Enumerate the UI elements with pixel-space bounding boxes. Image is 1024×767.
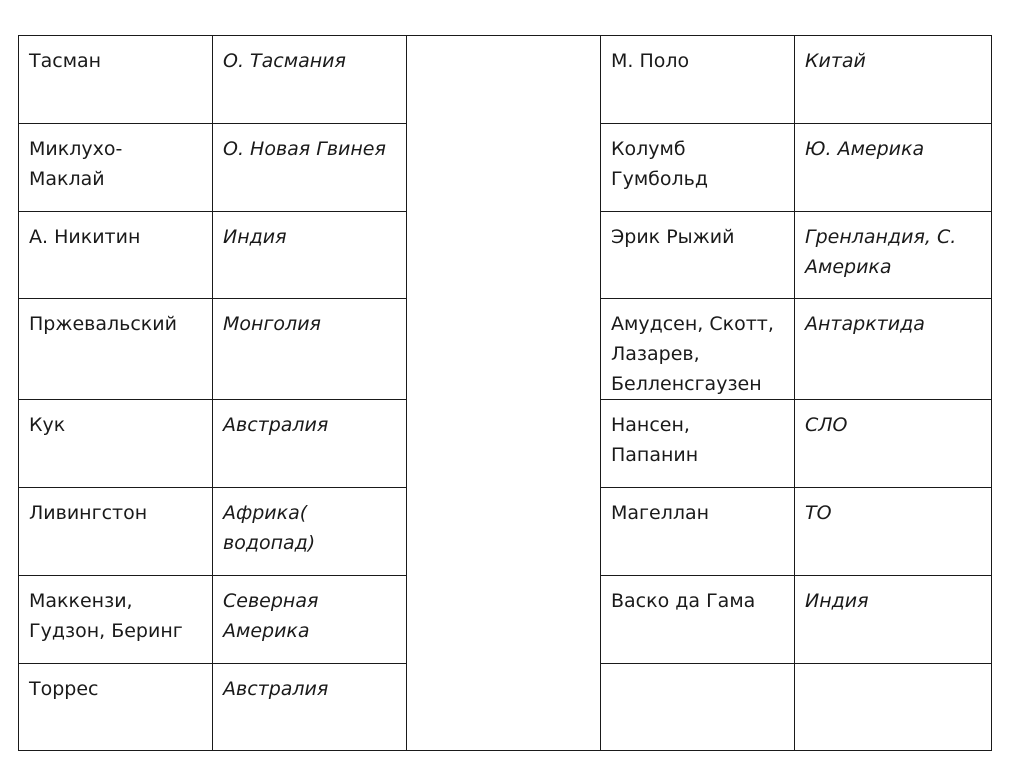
left-region-cell: О. Новая Гвинея xyxy=(213,123,407,211)
left-region-cell: Монголия xyxy=(213,299,407,400)
right-explorer-cell xyxy=(601,663,795,751)
right-explorer-cell: Эрик Рыжий xyxy=(601,211,795,299)
right-region-cell: ТО xyxy=(795,488,992,576)
left-explorer-cell: Миклухо- Маклай xyxy=(19,123,213,211)
left-explorer-cell: Ливингстон xyxy=(19,488,213,576)
right-explorer-cell: Амудсен, Скотт, Лазарев, Белленсгаузен xyxy=(601,299,795,400)
right-explorer-cell: Колумб Гумбольд xyxy=(601,123,795,211)
left-region-cell: Австралия xyxy=(213,400,407,488)
right-region-cell: СЛО xyxy=(795,400,992,488)
right-region-cell: Ю. Америка xyxy=(795,123,992,211)
right-region-cell: Гренландия, С. Америка xyxy=(795,211,992,299)
table-row xyxy=(19,36,992,124)
right-region-cell: Китай xyxy=(795,36,992,124)
left-explorer-cell: Торрес xyxy=(19,663,213,751)
right-explorer-cell: Магеллан xyxy=(601,488,795,576)
right-region-cell: Антарктида xyxy=(795,299,992,400)
right-explorer-cell: Нансен, Папанин xyxy=(601,400,795,488)
left-explorer-cell: Маккензи, Гудзон, Беринг xyxy=(19,575,213,663)
left-region-cell: Африка( водопад) xyxy=(213,488,407,576)
right-explorer-cell: М. Поло xyxy=(601,36,795,124)
left-region-cell: О. Тасмания xyxy=(213,36,407,124)
center-spacer-column xyxy=(407,36,601,751)
right-region-cell xyxy=(795,663,992,751)
left-explorer-cell: Тасман xyxy=(19,36,213,124)
left-explorer-cell: Кук xyxy=(19,400,213,488)
left-explorer-cell: Пржевальский xyxy=(19,299,213,400)
left-region-cell: Австралия xyxy=(213,663,407,751)
left-region-cell: Северная Америка xyxy=(213,575,407,663)
right-explorer-cell: Васко да Гама xyxy=(601,575,795,663)
right-region-cell: Индия xyxy=(795,575,992,663)
left-explorer-cell: А. Никитин xyxy=(19,211,213,299)
left-region-cell: Индия xyxy=(213,211,407,299)
explorers-table xyxy=(18,35,992,751)
